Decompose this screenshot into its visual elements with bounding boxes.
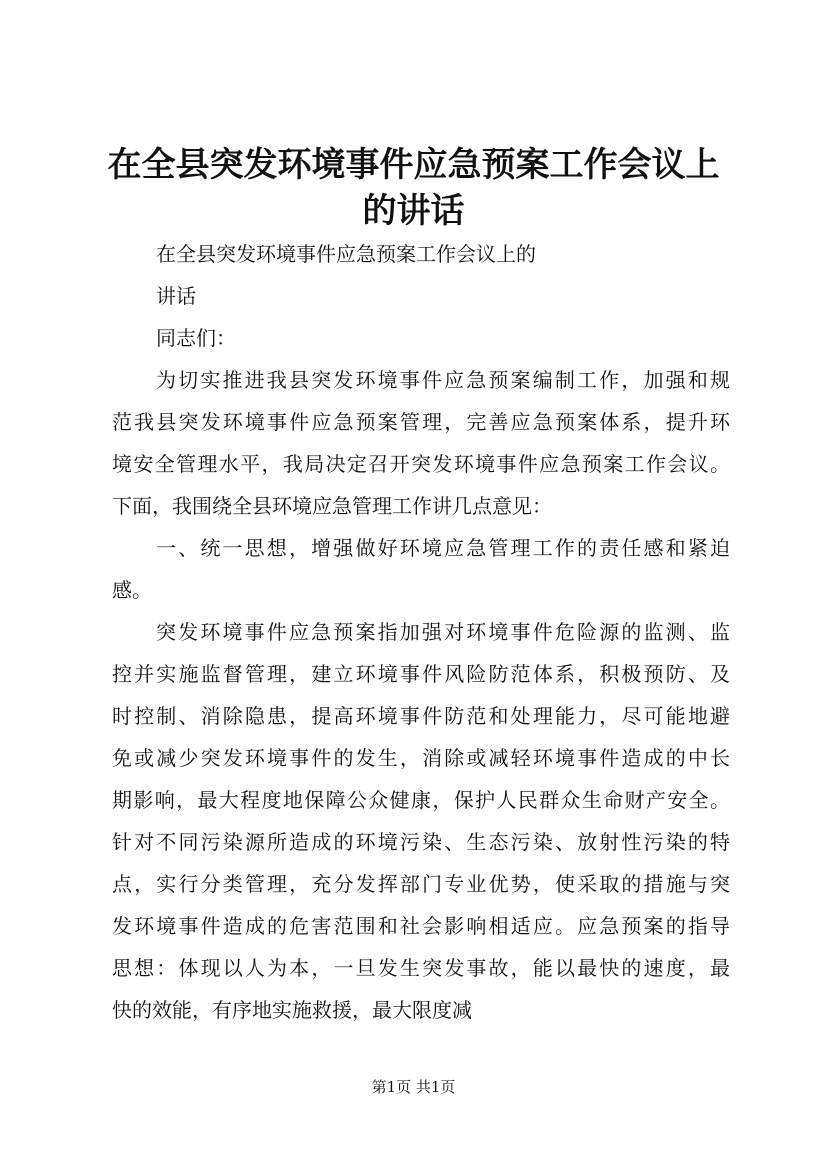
body-line: 快的效能，有序地实施救援，最大限度减 xyxy=(112,998,472,1022)
document-body xyxy=(112,233,730,1031)
document-title: 在全县突发环境事件应急预案工作会议上的讲话 xyxy=(107,145,720,231)
body-line: 期影响，最大程度地保障公众健康，保护人民群众生命财产安全。 xyxy=(112,788,730,812)
body-line: 在全县突发环境事件应急预案工作会议上的 xyxy=(156,242,536,266)
body-line: 时控制、消除隐患，提高环境事件防范和处理能力，尽可能地避 xyxy=(112,704,730,728)
body-line: 为切实推进我县突发环境事件应急预案编制工作，加强和规 xyxy=(156,368,730,392)
salutation: 同志们： xyxy=(156,326,236,350)
body-line: 突发环境事件应急预案指加强对环境事件危险源的监测、监 xyxy=(156,620,730,644)
body-line: 下面，我围绕全县环境应急管理工作讲几点意见： xyxy=(112,494,552,518)
body-line: 思想：体现以人为本，一旦发生突发事故，能以最快的速度，最 xyxy=(112,956,730,980)
body-line: 讲话 xyxy=(156,284,196,308)
body-line: 境安全管理水平，我局决定召开突发环境事件应急预案工作会议。 xyxy=(112,452,730,476)
page-footer: 第1页 共1页 xyxy=(371,1078,456,1096)
body-line: 发环境事件造成的危害范围和社会影响相适应。应急预案的指导 xyxy=(112,914,730,938)
section-heading: 一、统一思想，增强做好环境应急管理工作的责任感和紧迫 xyxy=(156,536,730,560)
body-line: 针对不同污染源所造成的环境污染、生态污染、放射性污染的特 xyxy=(112,830,730,854)
section-heading-continued: 感。 xyxy=(112,578,152,602)
body-line: 控并实施监督管理，建立环境事件风险防范体系，积极预防、及 xyxy=(112,662,730,686)
body-line: 点，实行分类管理，充分发挥部门专业优势，使采取的措施与突 xyxy=(112,872,730,896)
body-line: 范我县突发环境事件应急预案管理，完善应急预案体系，提升环 xyxy=(112,410,730,434)
body-line: 免或减少突发环境事件的发生，消除或减轻环境事件造成的中长 xyxy=(112,746,730,770)
